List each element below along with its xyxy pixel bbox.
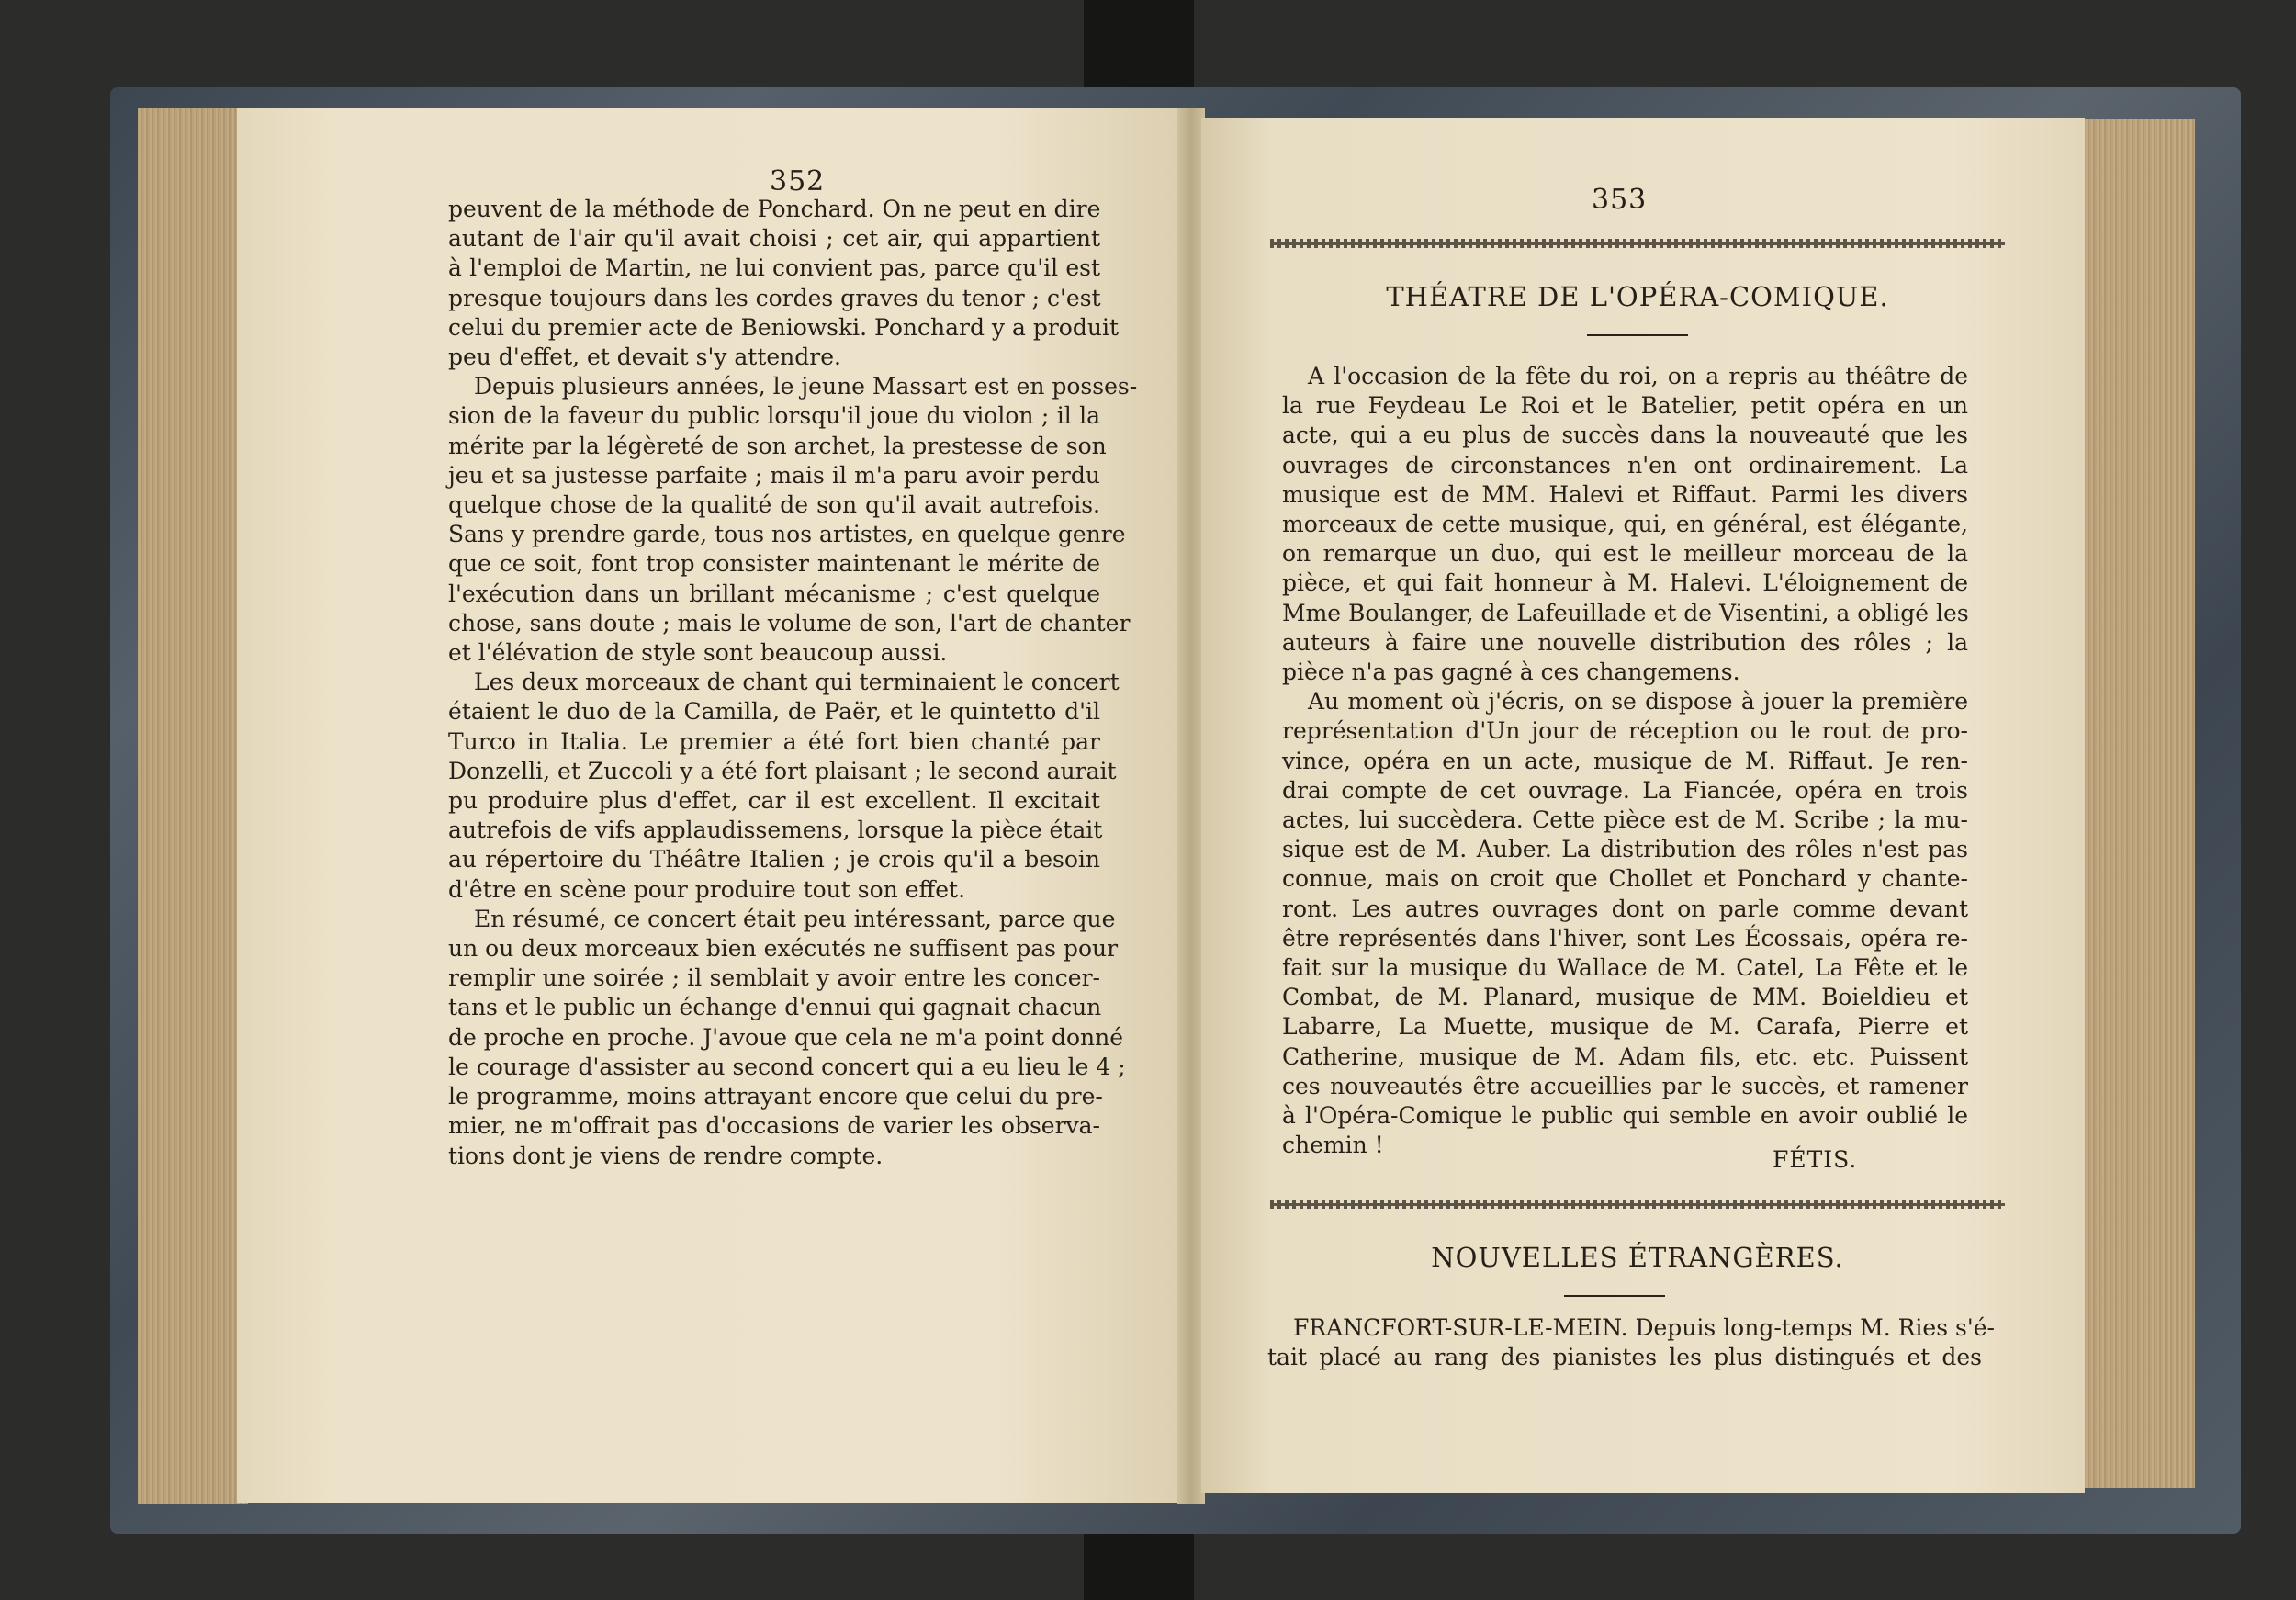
text-line: un ou deux morceaux bien exécutés ne suffisent pas pour	[448, 935, 1119, 963]
text-line: représentation d'Un jour de réception ou le rout de pro-	[1282, 717, 1968, 745]
text-line: peu d'effet, et devait s'y attendre.	[448, 344, 841, 371]
text-line: Catherine, musique de M. Adam fils, etc. etc. Puissent	[1282, 1042, 1968, 1070]
text-line: vince, opéra en un acte, musique de M. Riffaut. Je ren-	[1282, 747, 1968, 774]
text-line: presque toujours dans les cordes graves du tenor ; c'est	[448, 284, 1101, 311]
text-line: étaient le duo de la Camilla, de Paër, et le quintetto d'il	[448, 698, 1100, 726]
text-line: à l'Opéra-Comique le public qui semble en avoir oublié le	[1282, 1102, 1968, 1130]
text-line: chemin !	[1282, 1132, 1384, 1159]
text-line: le programme, moins attrayant encore que celui du pre-	[448, 1083, 1103, 1110]
text-line: ces nouveautés être accueillies par le succès, et ramener	[1282, 1072, 1968, 1099]
text-line: mérite par la légèreté de son archet, la prestesse de son	[448, 432, 1107, 459]
section-title-opera-comique: THÉATRE DE L'OPÉRA-COMIQUE.	[1386, 281, 1889, 312]
right-page	[1201, 118, 2085, 1493]
text-line: pu produire plus d'effet, car il est excellent. Il excitait	[448, 787, 1100, 815]
title-underline-2	[1564, 1295, 1665, 1297]
text-line: Donzelli, et Zuccoli y a été fort plaisant ; le second aurait	[448, 757, 1117, 784]
text-line: Labarre, La Muette, musique de M. Carafa, Pierre et	[1282, 1013, 1968, 1041]
text-line: En résumé, ce concert était peu intéressant, parce que	[474, 905, 1116, 932]
text-line: et l'élévation de style sont beaucoup aussi.	[448, 639, 948, 667]
text-line: jeu et sa justesse parfaite ; mais il m'a paru avoir perdu	[448, 461, 1100, 489]
text-line: la rue Feydeau Le Roi et le Batelier, petit opéra en un	[1282, 392, 1968, 420]
text-line: tait placé au rang des pianistes les plus distingués et des	[1267, 1344, 1982, 1371]
text-line: on remarque un duo, qui est le meilleur morceau de la	[1282, 540, 1968, 568]
text-line: que ce soit, font trop consister maintenant le mérite de	[448, 550, 1100, 578]
text-line: chose, sans doute ; mais le volume de son, l'art de chanter	[448, 609, 1131, 637]
text-line: ront. Les autres ouvrages dont on parle comme devant	[1282, 895, 1968, 922]
text-line: remplir une soirée ; il semblait y avoir entre les concer-	[448, 964, 1100, 992]
section-title-nouvelles: NOUVELLES ÉTRANGÈRES.	[1431, 1242, 1844, 1273]
text-line: quelque chose de la qualité de son qu'il avait autrefois.	[448, 491, 1100, 519]
left-page-body	[448, 195, 1138, 1171]
middle-ornamental-rule	[1270, 1200, 2005, 1209]
opera-comique-body	[1282, 362, 1968, 1160]
signature: FÉTIS.	[1773, 1146, 1858, 1173]
text-line: l'exécution dans un brillant mécanisme ; c'est quelque	[448, 580, 1100, 607]
text-line: d'être en scène pour produire tout son effet.	[448, 875, 966, 903]
text-line: Turco in Italia. Le premier a été fort bien chanté par	[448, 727, 1100, 755]
text-line: drai compte de cet ouvrage. La Fiancée, opéra en trois	[1282, 776, 1968, 804]
right-page-number: 353	[1592, 184, 1648, 216]
left-page	[237, 108, 1183, 1503]
text-line: connue, mais on croit que Chollet et Ponchard y chante-	[1282, 865, 1968, 893]
text-line: actes, lui succèdera. Cette pièce est de M. Scribe ; la mu-	[1282, 806, 1968, 834]
text-line: autrefois de vifs applaudissemens, lorsque la pièce était	[448, 817, 1103, 844]
text-line: peuvent de la méthode de Ponchard. On ne peut en dire	[448, 196, 1101, 222]
text-line: autant de l'air qu'il avait choisi ; cet air, qui appartient	[448, 225, 1100, 253]
text-line: auteurs à faire une nouvelle distribution des rôles ; la	[1282, 628, 1968, 656]
text-line: à l'emploi de Martin, ne lui convient pas, parce qu'il est	[448, 254, 1100, 282]
text-line: le courage d'assister au second concert qui a eu lieu le 4 ;	[448, 1053, 1126, 1080]
text-line: acte, qui a eu plus de succès dans la nouveauté que les	[1282, 422, 1968, 449]
text-line: FRANCFORT-SUR-LE-MEIN. Depuis long-temps M. Ries s'é-	[1293, 1314, 1995, 1341]
text-line: sique est de M. Auber. La distribution des rôles n'est pas	[1282, 836, 1968, 863]
text-line: ouvrages de circonstances n'en ont ordinairement. La	[1282, 451, 1968, 479]
text-line: de proche en proche. J'avoue que cela ne m'a point donné	[448, 1023, 1124, 1051]
text-line: Combat, de M. Planard, musique de MM. Boieldieu et	[1282, 984, 1968, 1011]
page-edges-left	[138, 108, 248, 1504]
text-line: sion de la faveur du public lorsqu'il joue du violon ; il la	[448, 402, 1100, 430]
text-line: Depuis plusieurs années, le jeune Massart est en posses-	[474, 373, 1138, 400]
page-edges-right	[2085, 119, 2195, 1488]
text-line: musique est de MM. Halevi et Riffaut. Parmi les divers	[1282, 480, 1968, 508]
text-line: mier, ne m'offrait pas d'occasions de varier les observa-	[448, 1112, 1100, 1140]
text-line: pièce n'a pas gagné à ces changemens.	[1282, 659, 1740, 686]
nouvelles-body	[1267, 1313, 1995, 1372]
text-line: tions dont je viens de rendre compte.	[448, 1142, 884, 1169]
text-line: Mme Boulanger, de Lafeuillade et de Visentini, a obligé les	[1282, 599, 1969, 626]
text-line: Les deux morceaux de chant qui terminaient le concert	[474, 669, 1120, 696]
text-line: Au moment où j'écris, on se dispose à jouer la première	[1308, 688, 1968, 715]
text-line: A l'occasion de la fête du roi, on a repris au théâtre de	[1308, 363, 1968, 389]
text-line: celui du premier acte de Beniowski. Ponchard y a produit	[448, 313, 1119, 341]
text-line: pièce, et qui fait honneur à M. Halevi. L'éloignement de	[1282, 569, 1968, 597]
title-underline-1	[1587, 334, 1688, 336]
text-line: tans et le public un échange d'ennui qui gagnait chacun	[448, 994, 1102, 1021]
top-ornamental-rule	[1270, 239, 2005, 248]
text-line: morceaux de cette musique, qui, en général, est élégante,	[1282, 511, 1968, 538]
text-line: au répertoire du Théâtre Italien ; je crois qu'il a besoin	[448, 846, 1100, 873]
left-page-number: 352	[770, 165, 826, 197]
text-line: Sans y prendre garde, tous nos artistes, en quelque genre	[448, 521, 1126, 548]
text-line: fait sur la musique du Wallace de M. Catel, La Fête et le	[1282, 954, 1968, 982]
text-line: être représentés dans l'hiver, sont Les Écossais, opéra re-	[1282, 924, 1968, 952]
